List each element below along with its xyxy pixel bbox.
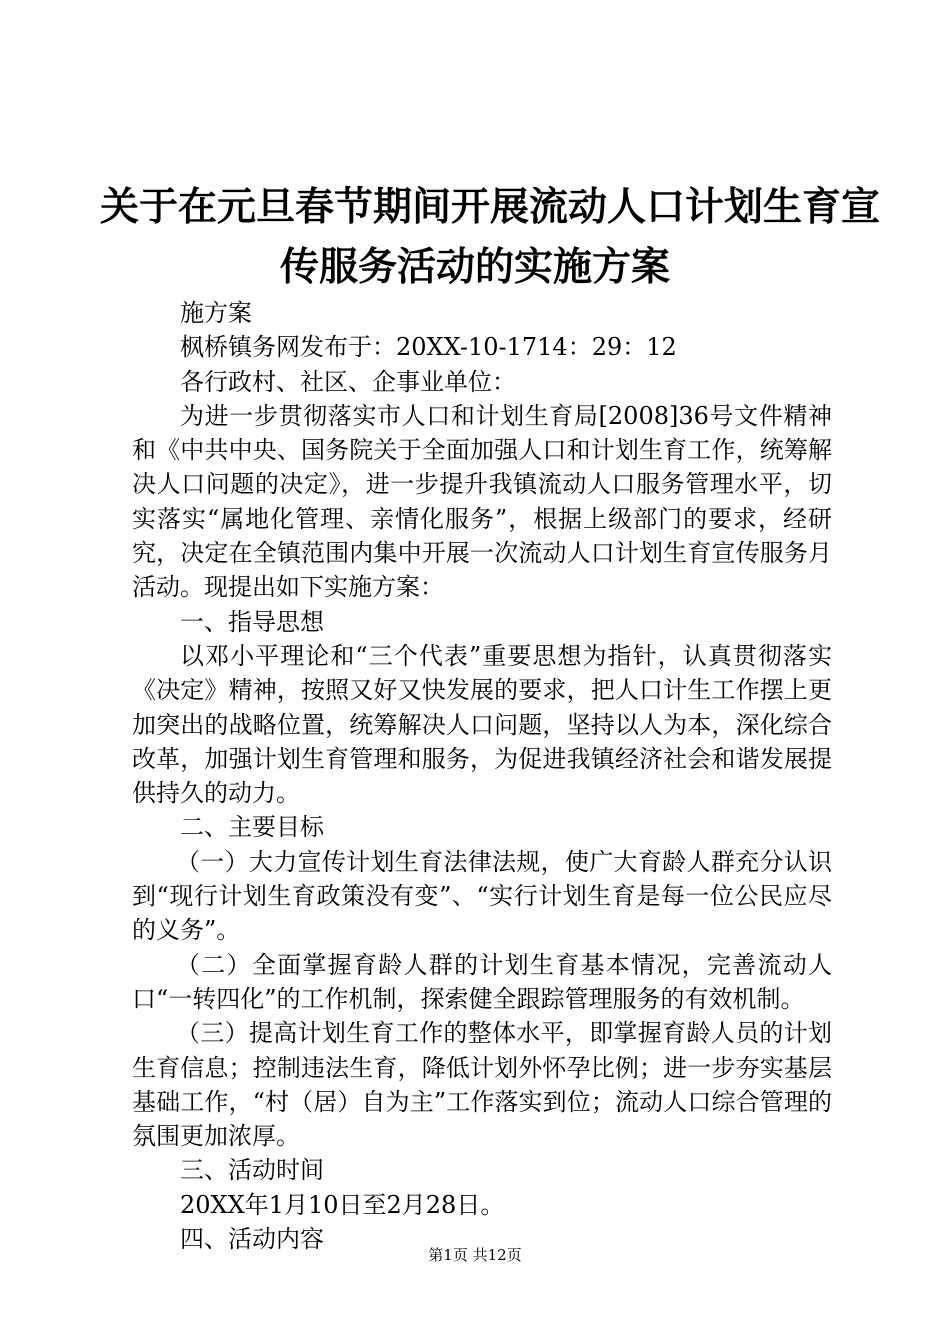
section-heading-3: 三、活动时间 bbox=[180, 1156, 324, 1185]
subtitle-fragment: 施方案 bbox=[180, 299, 252, 327]
addressee: 各行政村、社区、企事业单位： bbox=[180, 367, 516, 396]
page-footer: 第1页 共12页 bbox=[428, 1246, 522, 1264]
activity-time: 20XX年1月10日至2月28日。 bbox=[180, 1190, 505, 1219]
publish-info: 枫桥镇务网发布于：20XX-10-1714：29：12 bbox=[180, 333, 677, 362]
paragraph-goal-3: （三）提高计划生育工作的整体水平，即掌握育龄人员的计划生育信息；控制违法生育，降低计划外怀孕比例；进一步夯实基层基础工作，“村（居）自为主”工作落实到位；流动人口综合管理的氛围更加浓厚。 bbox=[132, 1019, 832, 1151]
section-heading-4: 四、活动内容 bbox=[180, 1225, 324, 1254]
paragraph-intro: 为进一步贯彻落实市人口和计划生育局[2008]36号文件精神和《中共中央、国务院关于全面加强人口和计划生育工作，统筹解决人口问题的决定》，进一步提升我镇流动人口服务管理水平，切实落实“属地化管理、亲情化服务”，根据上级部门的要求，经研究，决定在全镇范围内集中开展一次流动人口计划生育宣传服务月活动。现提出如下实施方案： bbox=[132, 401, 832, 602]
document-title-line1: 关于在元旦春节期间开展流动人口计划生育宣 bbox=[100, 185, 881, 230]
document-body bbox=[132, 296, 832, 1256]
section-heading-1: 一、指导思想 bbox=[180, 607, 324, 636]
paragraph-goal-2: （二）全面掌握育龄人群的计划生育基本情况，完善流动人口“一转四化”的工作机制，探索健全跟踪管理服务的有效机制。 bbox=[132, 950, 832, 1013]
paragraph-goal-1: （一）大力宣传计划生育法律法规，使广大育龄人群充分认识到“现行计划生育政策没有变”、“实行计划生育是每一位公民应尽的义务”。 bbox=[132, 847, 832, 945]
paragraph-guiding-thought: 以邓小平理论和“三个代表”重要思想为指针，认真贯彻落实《决定》精神，按照又好又快发展的要求，把人口计生工作摆上更加突出的战略位置，统筹解决人口问题，坚持以人为本，深化综合改革，加强计划生育管理和服务，为促进我镇经济社会和谐发展提供持久的动力。 bbox=[132, 641, 832, 808]
document-title-line2: 传服务活动的实施方案 bbox=[279, 245, 670, 290]
section-heading-2: 二、主要目标 bbox=[180, 813, 324, 842]
